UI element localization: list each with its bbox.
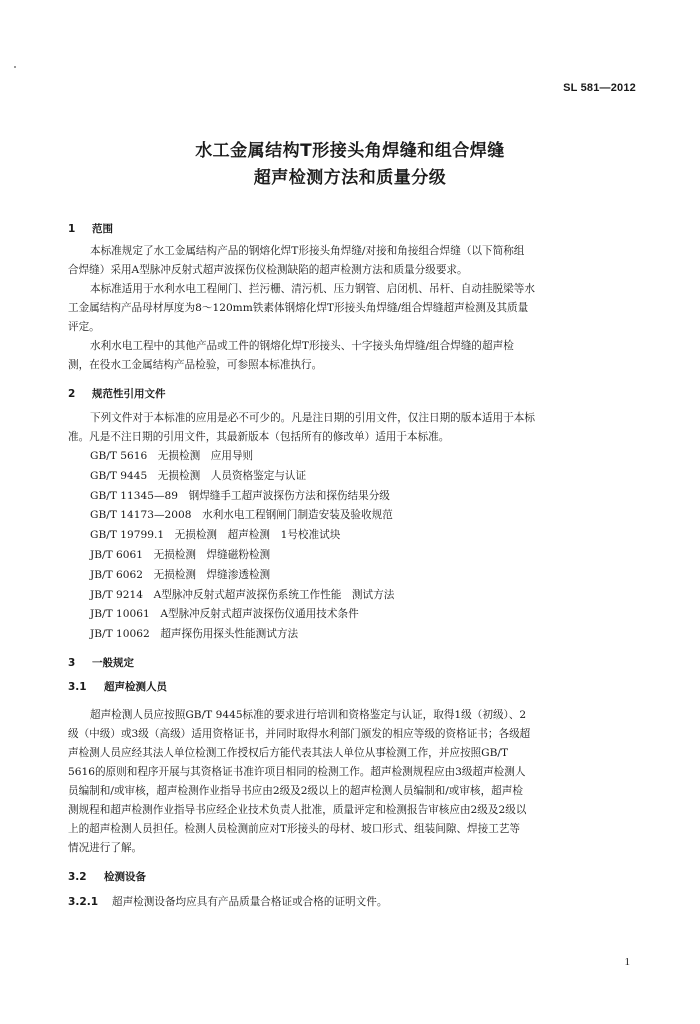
subsection-3-2-heading (68, 869, 634, 885)
scan-speck (14, 66, 16, 68)
section-title: 范围 (92, 223, 113, 235)
section-title: 规范性引用文件 (92, 388, 166, 400)
clause-text: 超声检测设备均应具有产品质量合格证或合格的证明文件。 (112, 895, 388, 908)
subsection-number: 3.2 (68, 870, 87, 883)
paragraph: 水利水电工程中的其他产品或工件的钢熔化焊T形接头、十字接头角焊缝/组合焊缝的超声检 (90, 340, 514, 352)
reference-item: GB/T 19799.1 无损检测 超声检测 1号校准试块 (90, 529, 341, 542)
reference-item: GB/T 14173—2008 水利水电工程钢闸门制造安装及验收规范 (90, 509, 393, 522)
reference-item: GB/T 5616 无损检测 应用导则 (90, 450, 254, 462)
paragraph-cont: 情况进行了解。 (68, 841, 143, 854)
section-3-heading (68, 655, 634, 671)
reference-item: JB/T 10061 A型脉冲反射式超声波探伤仪通用技术条件 (90, 608, 359, 621)
paragraph-cont: 上的超声检测人员担任。检测人员检测前应对T形接头的母材、坡口形式、组装间隙、焊接工艺等 (68, 822, 520, 835)
paragraph-cont: 5616的原则和程序开展与其资格证书准许项目相同的检测工作。超声检测规程应由3级超声检测人 (68, 765, 526, 778)
section-number: 2 (68, 388, 76, 400)
paragraph-cont: 声检测人员应经其法人单位检测工作授权后方能代表其法人单位从事检测工作，并应按照GB/T (68, 746, 509, 759)
reference-item: JB/T 9214 A型脉冲反射式超声波探伤系统工作性能 测试方法 (90, 588, 395, 601)
subsection-title: 超声检测人员 (104, 680, 167, 693)
title-line-2: 超声检测方法和质量分级 (253, 168, 447, 188)
title-line-1: 水工金属结构T形接头角焊缝和组合焊缝 (195, 141, 505, 161)
paragraph-cont: 工金属结构产品母材厚度为8～120mm铁素体钢熔化焊T形接头角焊缝/组合焊缝超声检测及其质量 (68, 302, 529, 314)
reference-item: JB/T 6062 无损检测 焊缝渗透检测 (90, 568, 271, 581)
paragraph: 本标准规定了水工金属结构产品的钢熔化焊T形接头角焊缝/对接和角接组合焊缝（以下简称组 (90, 245, 525, 257)
paragraph: 本标准适用于水利水电工程闸门、拦污栅、清污机、压力钢管、启闭机、吊杆、自动挂脱梁等水 (90, 283, 535, 295)
section-2-heading (68, 386, 634, 402)
section-1-heading (68, 221, 634, 237)
paragraph-cont: 测，在役水工金属结构产品检验，可参照本标准执行。 (68, 359, 323, 371)
document-title (0, 138, 700, 192)
subsection-title: 检测设备 (104, 870, 146, 883)
paragraph-cont: 合焊缝）采用A型脉冲反射式超声波探伤仪检测缺陷的超声检测方法和质量分级要求。 (68, 264, 468, 276)
clause-3-2-1 (68, 893, 634, 912)
reference-item: GB/T 9445 无损检测 人员资格鉴定与认证 (90, 469, 307, 482)
section-number: 3 (68, 656, 76, 669)
section-title: 一般规定 (92, 656, 134, 669)
clause-number: 3.2.1 (68, 895, 99, 908)
subsection-number: 3.1 (68, 680, 87, 693)
paragraph-cont: 评定。 (68, 321, 100, 333)
paragraph-cont: 测规程和超声检测作业指导书应经企业技术负责人批准，质量评定和检测报告审核应由2级及2级以 (68, 803, 527, 816)
reference-list (68, 447, 634, 645)
paragraph: 下列文件对于本标准的应用是必不可少的。凡是注日期的引用文件，仅注日期的版本适用于本标 (90, 412, 535, 424)
document-body (68, 221, 634, 912)
section-number: 1 (68, 223, 76, 235)
standard-code: SL 581—2012 (563, 82, 636, 94)
page-number: 1 (624, 956, 630, 968)
paragraph-cont: 员编制和/或审核，超声检测作业指导书应由2级及2级以上的超声检测人员编制和/或审核，超声检 (68, 784, 523, 797)
paragraph-cont: 级（中级）或3级（高级）适用资格证书，并同时取得水利部门颁发的相应等级的资格证书；各级超 (68, 727, 531, 740)
reference-item: JB/T 6061 无损检测 焊缝磁粉检测 (90, 548, 271, 561)
paragraph: 超声检测人员应按照GB/T 9445标准的要求进行培训和资格鉴定与认证，取得1级（初级）、2 (90, 708, 527, 721)
paragraph-cont: 准。凡是不注日期的引用文件，其最新版本（包括所有的修改单）适用于本标准。 (68, 431, 450, 443)
subsection-3-1-heading (68, 679, 634, 695)
reference-item: JB/T 10062 超声探伤用探头性能测试方法 (90, 628, 299, 641)
reference-item: GB/T 11345—89 钢焊缝手工超声波探伤方法和探伤结果分级 (90, 489, 390, 502)
